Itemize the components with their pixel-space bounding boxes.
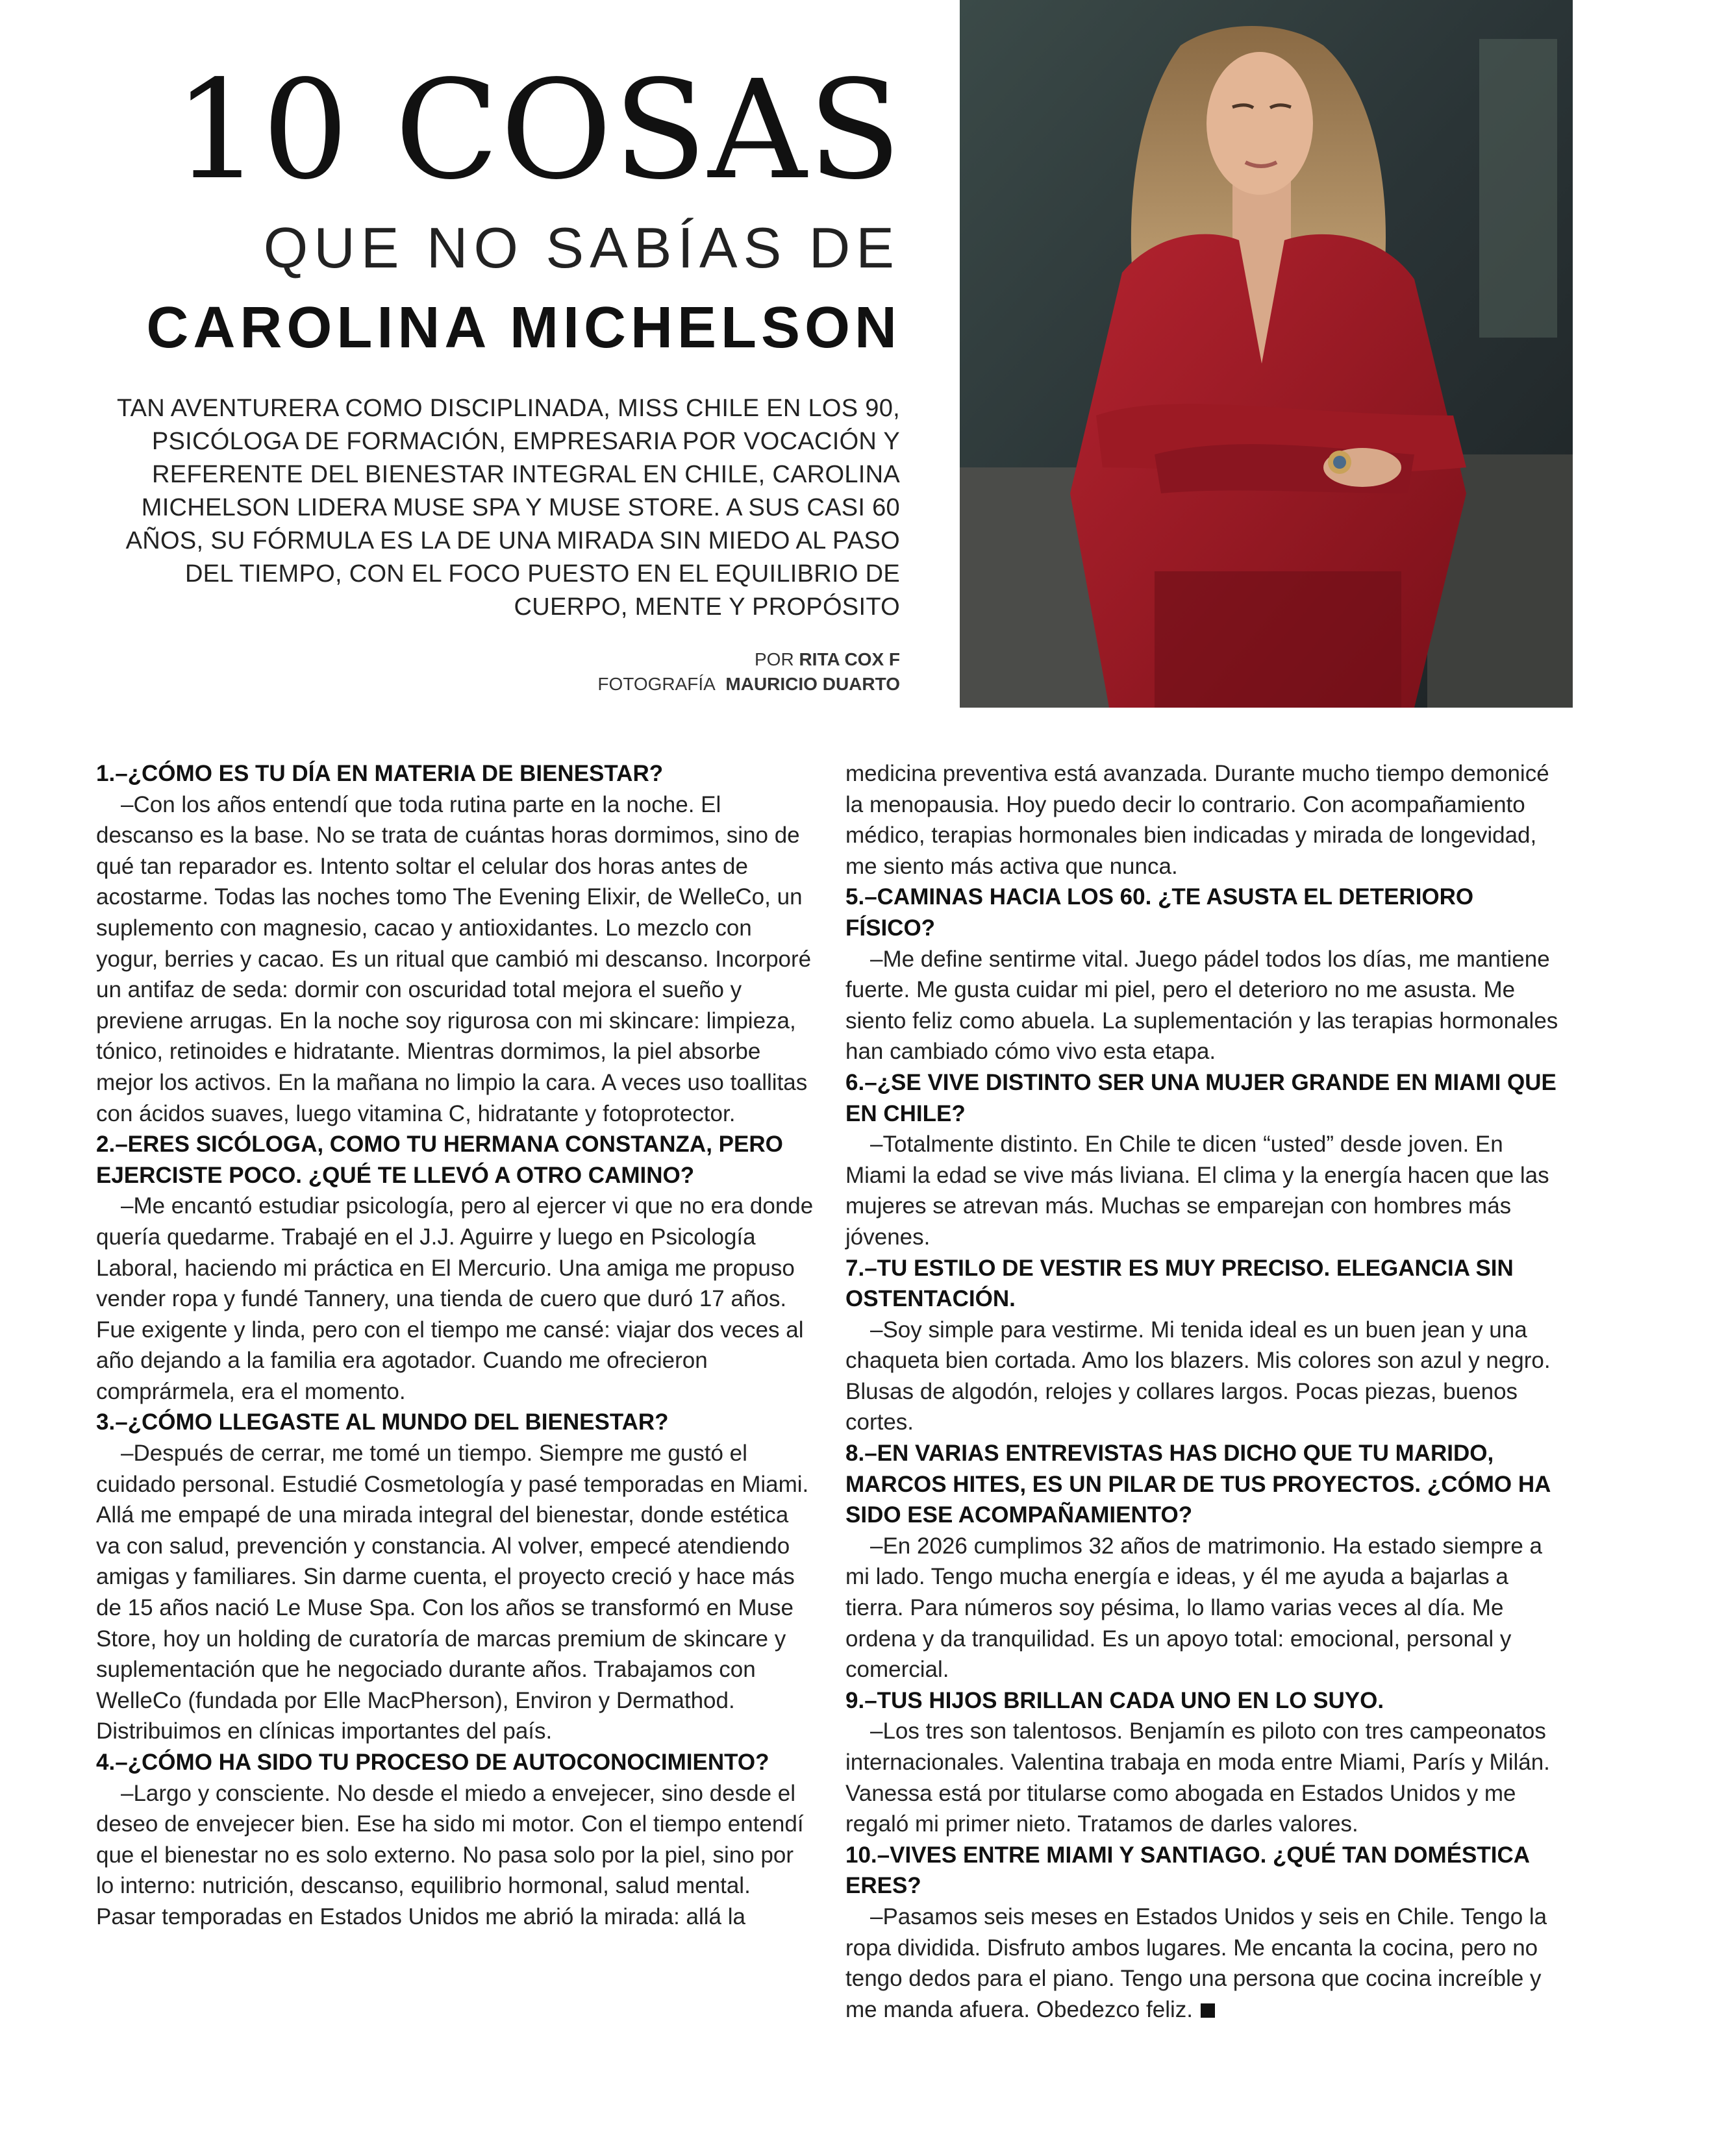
headline-subtitle: QUE NO SABÍAS DE (263, 216, 900, 280)
answer-2: –Me encantó estudiar psicología, pero al ejercer vi que no era donde quería quedarme. Trabajé en el J.J. Aguirre y luego en Psicología Laboral, haciendo mi práctica en El Mercurio. Una amiga me propuso vender ropa y fundé Tannery, una tienda de cuero que duró 17 años. Fue exigente y linda, pero con el tiempo me cansé: viajar dos veces al año dejando a la familia era agotador. Cuando me ofrecieron comprármela, era el momento. (96, 1193, 814, 1404)
portrait-photo (960, 0, 1573, 708)
question-3: 3.–¿CÓMO LLEGASTE AL MUNDO DEL BIENESTAR? (96, 1409, 669, 1435)
text-column-right (845, 758, 1565, 2025)
lead-paragraph: TAN AVENTURERA COMO DISCIPLINADA, MISS CHILE EN LOS 90, PSICÓLOGA DE FORMACIÓN, EMPRESARIA POR VOCACIÓN Y REFERENTE DEL BIENESTAR INTEGRAL EN CHILE, CAROLINA MICHELSON LIDERA MUSE SPA Y MUSE STORE. A SUS CASI 60 AÑOS, SU FÓRMULA ES LA DE UNA MIRADA SIN MIEDO AL PASO DEL TIEMPO, CON EL FOCO PUESTO EN EL EQUILIBRIO DE CUERPO, MENTE Y PROPÓSITO (116, 395, 900, 621)
answer-3: –Después de cerrar, me tomé un tiempo. Siempre me gustó el cuidado personal. Estudié Cosmetología y pasé temporadas en Miami. Allá me empapé de una mirada integral del bienestar, donde estética va con salud, prevención y constancia. Al volver, empecé atendiendo amigas y familiares. Sin darme cuenta, el proyecto creció y hace más de 15 años nació Le Muse Spa. Con los años se transformó en Muse Store, hoy un holding de curatoría de marcas premium de skincare y suplementación que he negociado durante años. Trabajamos con WelleCo (fundada por Elle MacPherson), Environ y Dermathod. Distribuimos en clínicas importantes del país. (96, 1441, 809, 1744)
headline-number: 10 COSAS (173, 51, 903, 210)
answer-1: –Con los años entendí que toda rutina parte en la noche. El descanso es la base. No se trata de cuántas horas dormimos, sino de qué tan reparador es. Intento soltar el celular dos horas antes de acostarme. Todas las noches tomo The Evening Elixir, de WelleCo, un suplemento con magnesio, cacao y antioxidantes. Lo mezclo con yogur, berries y cacao. Es un ritual que cambió mi descanso. Incorporé un antifaz de seda: dormir con oscuridad total mejora el sueño y previene arrugas. En la noche soy rigurosa con mi skincare: limpieza, tónico, retinoides e hidratante. Mientras dormimos, la piel absorbe mejor los activos. En la mañana no limpio la cara. A veces uso toallitas con ácidos suaves, luego vitamina C, hidratante y fotoprotector. (96, 791, 812, 1126)
answer-10 (845, 1902, 1565, 2025)
headline-name: CAROLINA MICHELSON (146, 295, 901, 360)
answer-4-part-1: –Largo y consciente. No desde el miedo a envejecer, sino desde el deseo de envejecer bien. Ese ha sido mi motor. Con el tiempo entendí que el bienestar no es solo externo. No pasa solo por la piel, sino por lo interno: nutrición, descanso, equilibrio hormonal, salud mental. Pasar temporadas en Estados Unidos me abrió la mirada: allá la (96, 1780, 804, 1929)
answer-7: –Soy simple para vestirme. Mi tenida ideal es un buen jean y una chaqueta bien cortada. Amo los blazers. Mis colores son azul y negro. Blusas de algodón, relojes y collares largos. Pocas piezas, buenos cortes. (845, 1317, 1551, 1435)
answer-8: –En 2026 cumplimos 32 años de matrimonio. Ha estado siempre a mi lado. Tengo mucha energía e ideas, y él me ayuda a bajarlas a tierra. Para números soy pésima, lo llamo varias veces al día. Me ordena y da tranquilidad. Es un apoyo total: emocional, personal y comercial. (845, 1533, 1542, 1683)
credits (455, 647, 900, 697)
end-mark-icon (1201, 2003, 1215, 2018)
question-1: 1.–¿CÓMO ES TU DÍA EN MATERIA DE BIENESTAR? (96, 761, 664, 786)
question-7: 7.–TU ESTILO DE VESTIR ES MUY PRECISO. ELEGANCIA SIN OSTENTACIÓN. (845, 1255, 1514, 1312)
question-10: 10.–VIVES ENTRE MIAMI Y SANTIAGO. ¿QUÉ TAN DOMÉSTICA ERES? (845, 1842, 1529, 1899)
question-4: 4.–¿CÓMO HA SIDO TU PROCESO DE AUTOCONOCIMIENTO? (96, 1750, 769, 1775)
answer-6: –Totalmente distinto. En Chile te dicen “usted” desde joven. En Miami la edad se vive más liviana. El clima y la energía hacen que las mujeres se atrevan más. Muchas se emparejan con hombres más jóvenes. (845, 1132, 1549, 1250)
answer-4-part-2: medicina preventiva está avanzada. Durante mucho tiempo demonicé la menopausia. Hoy puedo decir lo contrario. Con acompañamiento médico, terapias hormonales bien indicadas y mirada de longevidad, me siento más activa que nunca. (845, 761, 1549, 879)
credit-photo: FOTOGRAFÍA MAURICIO DUARTO (597, 674, 900, 694)
answer-10-text: –Pasamos seis meses en Estados Unidos y seis en Chile. Tengo la ropa dividida. Disfruto ambos lugares. Me encanta la cocina, pero no tengo dedos para el piano. Tengo una persona que cocina increíble y me manda afuera. Obedezco feliz. (845, 1903, 1547, 2022)
question-8: 8.–EN VARIAS ENTREVISTAS HAS DICHO QUE TU MARIDO, MARCOS HITES, ES UN PILAR DE TUS PROYECTOS. ¿CÓMO HA SIDO ESE ACOMPAÑAMIENTO? (845, 1441, 1551, 1528)
answer-5: –Me define sentirme vital. Juego pádel todos los días, me mantiene fuerte. Me gusta cuidar mi piel, pero el deterioro no me asusta. Me siento feliz como abuela. La suplementación y las terapias hormonales han cambiado cómo vivo esta etapa. (845, 946, 1558, 1065)
answer-9: –Los tres son talentosos. Benjamín es piloto con tres campeonatos internacionales. Valentina trabaja en moda entre Miami, París y Milán. Vanessa está por titularse como abogada en Estados Unidos y me regaló mi primer nieto. Tratamos de darles valores. (845, 1718, 1550, 1837)
question-5: 5.–CAMINAS HACIA LOS 60. ¿TE ASUSTA EL DETERIORO FÍSICO? (845, 884, 1474, 941)
text-column-left (96, 758, 816, 1933)
credit-author: POR RITA COX F (754, 649, 900, 669)
question-6: 6.–¿SE VIVE DISTINTO SER UNA MUJER GRANDE EN MIAMI QUE EN CHILE? (845, 1069, 1557, 1126)
question-2: 2.–ERES SICÓLOGA, COMO TU HERMANA CONSTANZA, PERO EJERCISTE POCO. ¿QUÉ TE LLEVÓ A OTRO CAMINO? (96, 1132, 783, 1188)
question-9: 9.–TUS HIJOS BRILLAN CADA UNO EN LO SUYO. (845, 1687, 1384, 1713)
